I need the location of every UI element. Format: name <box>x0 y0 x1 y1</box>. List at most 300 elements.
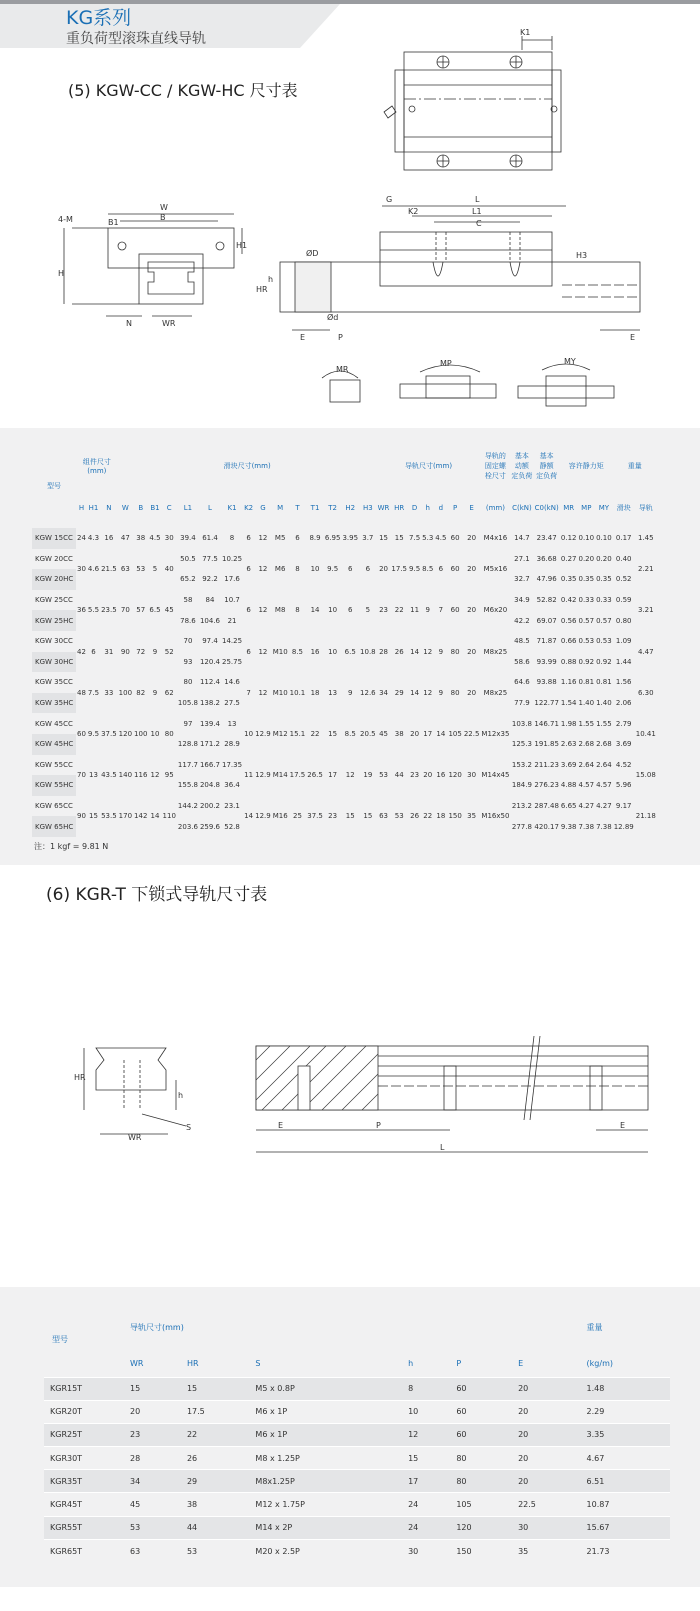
table-cell: 12 <box>400 1423 448 1446</box>
table-cell: M10 <box>272 688 288 697</box>
table-cell: 203.6 <box>177 822 198 831</box>
table-cell: 78.6 <box>180 616 196 625</box>
table-cell: 14 <box>244 812 254 821</box>
table-cell: 97.4 <box>202 637 218 646</box>
label-mp: MP <box>440 359 452 368</box>
table-cell: 8 <box>229 534 235 543</box>
table-cell: M8x25 <box>483 688 508 697</box>
table-cell: 30 <box>164 534 174 543</box>
table-cell: 20 <box>467 565 477 574</box>
table-cell: 16 <box>310 647 320 656</box>
th-moment-col: MY <box>598 504 610 512</box>
label-p: P <box>338 333 343 342</box>
table-cell: 93.99 <box>536 657 557 666</box>
table-cell: 28 <box>122 1447 179 1470</box>
table-cell: 0.27 <box>560 554 577 563</box>
table-cell: 4.5 <box>149 534 161 543</box>
model-cell: KGW 65CC <box>35 802 73 811</box>
table-cell: 4.67 <box>579 1447 670 1470</box>
table-cell: 30 <box>77 565 86 574</box>
table-cell: 6.30 <box>637 688 654 697</box>
table-cell: 200.2 <box>199 802 221 811</box>
label-e-left: E <box>300 333 306 342</box>
table-cell: 12 <box>258 688 268 697</box>
table-cell: 17.35 <box>222 760 243 769</box>
table-cell: 44 <box>394 771 404 780</box>
table-cell: 47 <box>120 534 130 543</box>
table-cell: 37.5 <box>101 729 117 738</box>
table-cell: 21.5 <box>101 565 117 574</box>
table-cell: 15 <box>89 812 98 821</box>
table-cell: 15 <box>400 1447 448 1470</box>
table-cell: 15 <box>363 812 373 821</box>
th-col: H2 <box>345 504 356 512</box>
table-cell: 3.69 <box>615 740 632 749</box>
table-cell: 22 <box>179 1423 247 1446</box>
table-cell: 15 <box>394 534 404 543</box>
table-cell: M6 x 1P <box>247 1400 400 1423</box>
th2-col: P <box>456 1359 462 1369</box>
table-cell: 1.45 <box>637 534 654 543</box>
table-cell: 4.57 <box>596 781 612 790</box>
label-wr: WR <box>162 319 176 328</box>
table-cell: 45 <box>164 606 174 615</box>
table-cell: 38 <box>136 534 146 543</box>
table-cell: 7.38 <box>578 822 595 831</box>
th-col: H1 <box>88 504 99 512</box>
table-cell: 53 <box>122 1516 179 1539</box>
table-cell: M12x35 <box>481 729 510 738</box>
th2-weight: 重量 <box>586 1322 603 1332</box>
table-cell: 12 <box>258 606 268 615</box>
table-cell: 92.2 <box>202 575 218 584</box>
table-cell: 60 <box>450 606 460 615</box>
table-cell: 9 <box>438 647 444 656</box>
table-cell: 6.65 <box>560 802 577 811</box>
table-cell: 105.8 <box>177 699 198 708</box>
table-cell: 80 <box>448 1470 510 1493</box>
table-cell: 2.21 <box>637 565 654 574</box>
label-h3: H3 <box>576 251 588 260</box>
table-cell: 0.35 <box>578 575 595 584</box>
table-cell: 20 <box>510 1470 578 1493</box>
table-cell: M14x45 <box>481 771 510 780</box>
table-cell: 52.8 <box>224 822 240 831</box>
table-cell: 4.88 <box>560 781 577 790</box>
table-cell: 9.17 <box>615 802 632 811</box>
table-cell: 10 <box>400 1400 448 1423</box>
table-cell: 15.67 <box>579 1516 670 1539</box>
table-cell: 34.9 <box>514 596 530 605</box>
table-cell: 0.33 <box>578 596 595 605</box>
table-cell: 0.56 <box>560 616 577 625</box>
table-cell: 20 <box>122 1400 179 1423</box>
table-cell: 120 <box>118 729 133 738</box>
model-cell: KGW 55CC <box>35 760 73 769</box>
table-cell: 128.8 <box>177 740 198 749</box>
table-cell: 30 <box>400 1539 448 1562</box>
table-cell: 38 <box>394 729 404 738</box>
table-cell: 6 <box>246 606 251 615</box>
th2-col: (kg/m) <box>586 1359 613 1369</box>
table-cell: 5.96 <box>615 781 632 790</box>
table-cell: 287.48 <box>534 802 559 811</box>
table-cell: 29 <box>179 1470 247 1493</box>
table-cell: 0.12 <box>560 534 577 543</box>
th-col: D <box>411 504 418 512</box>
table-cell: 34 <box>122 1470 179 1493</box>
table-cell: 63 <box>122 1539 179 1562</box>
table-cell: 36 <box>77 606 86 615</box>
table-cell: M6 x 1P <box>247 1423 400 1446</box>
table-cell: 42 <box>77 647 86 656</box>
th2-col: h <box>408 1359 414 1369</box>
table-cell: 5.5 <box>87 606 100 615</box>
label-b: B <box>160 213 166 222</box>
table-cell: 84 <box>205 596 215 605</box>
table-cell: 28.9 <box>224 740 240 749</box>
table-cell: 6 <box>348 606 353 615</box>
table-cell: 53 <box>179 1539 247 1562</box>
table-cell: 14 <box>150 812 160 821</box>
table-cell: M4x16 <box>483 534 508 543</box>
table-cell: 20 <box>410 729 420 738</box>
th-col: T <box>295 504 300 512</box>
table-cell: M10 <box>272 647 288 656</box>
table-cell: 15.08 <box>635 771 656 780</box>
table-cell: 0.88 <box>560 657 577 666</box>
table-cell: 9.38 <box>560 822 577 831</box>
table-cell: 9 <box>438 688 444 697</box>
table-cell: 20 <box>379 565 388 574</box>
table-cell: 139.4 <box>199 719 221 728</box>
table-cell: 34 <box>379 688 388 697</box>
table-cell: 10 <box>244 729 254 738</box>
table-cell: 14 <box>410 647 420 656</box>
table-cell: 30 <box>510 1516 578 1539</box>
th-col: h <box>425 504 430 512</box>
table-row <box>44 1377 670 1400</box>
table-cell: 52.82 <box>536 596 557 605</box>
table-cell: 4.5 <box>435 534 447 543</box>
table-cell: 24 <box>400 1516 448 1539</box>
label-k2: K2 <box>408 207 419 216</box>
table-cell: 23 <box>122 1423 179 1446</box>
th-col: HR <box>394 504 405 512</box>
table-cell: 27.5 <box>224 699 240 708</box>
table-cell: 184.9 <box>511 781 532 790</box>
table-cell: 0.52 <box>615 575 632 584</box>
table-cell: 170 <box>118 812 133 821</box>
th2-col: WR <box>130 1359 144 1369</box>
table-cell: 10.8 <box>360 647 376 656</box>
table-cell: 20 <box>510 1400 578 1423</box>
table-cell: M8x1.25P <box>247 1470 400 1493</box>
table-cell: 11 <box>410 606 420 615</box>
table-cell: 4.52 <box>615 760 632 769</box>
table-cell: 7.5 <box>87 688 100 697</box>
table-cell: M14 <box>272 771 288 780</box>
table-cell: 166.7 <box>199 760 221 769</box>
model-cell: KGR55T <box>44 1516 122 1539</box>
th-rail: 导轨尺寸(mm) <box>404 462 453 470</box>
table-cell: 20.5 <box>360 729 376 738</box>
table-cell: 153.2 <box>511 760 532 769</box>
table-cell: 0.33 <box>596 596 612 605</box>
table-cell: 8.5 <box>422 565 434 574</box>
th2-col: HR <box>186 1359 199 1369</box>
table-cell: 13 <box>328 688 338 697</box>
table-cell: 3.7 <box>362 534 374 543</box>
table-cell: 20 <box>467 534 477 543</box>
table-cell: 15 <box>345 812 355 821</box>
model-cell: KGR20T <box>44 1400 122 1423</box>
table-cell: 6.5 <box>344 647 356 656</box>
table-cell: 14 <box>436 729 446 738</box>
table-cell: M5x16 <box>483 565 508 574</box>
label-k1: K1 <box>520 28 531 37</box>
table-cell: 15 <box>328 729 338 738</box>
table-cell: 71.87 <box>536 637 557 646</box>
label-h-kgr: h <box>178 1091 184 1100</box>
table-cell: 105 <box>448 729 462 738</box>
table-cell: 14 <box>310 606 320 615</box>
section-6-title: (6) KGR-T 下锁式导轨尺寸表 <box>46 885 268 905</box>
table-cell: 6 <box>438 565 444 574</box>
table-cell: 12.89 <box>613 822 634 831</box>
table-cell: 1.09 <box>615 637 632 646</box>
table-cell: 23 <box>379 606 388 615</box>
brand-subtitle: 重负荷型滚珠直线导轨 <box>66 31 206 47</box>
th-stat: 基本 静额 定负荷 <box>536 452 558 480</box>
table-cell: 110 <box>162 812 176 821</box>
table-cell: 14.7 <box>514 534 530 543</box>
table-cell: 18 <box>310 688 320 697</box>
table-cell: 48.5 <box>514 637 530 646</box>
table-cell: 70 <box>77 771 86 780</box>
label-mr: MR <box>336 365 349 374</box>
table-cell: 82 <box>136 688 146 697</box>
table-cell: M5 x 0.8P <box>247 1377 400 1400</box>
th-col: T2 <box>328 504 337 512</box>
table-cell: 1.55 <box>596 719 612 728</box>
table-cell: 60 <box>448 1400 510 1423</box>
table-cell: 100 <box>118 688 133 697</box>
table-row <box>44 1470 670 1493</box>
table-cell: 10.25 <box>222 554 243 563</box>
table-cell: 33 <box>104 688 114 697</box>
table-cell: 80 <box>450 688 460 697</box>
rail-section <box>96 1048 166 1090</box>
table-cell: 10 <box>328 606 338 615</box>
kgr-dimension-table <box>44 1303 670 1563</box>
table-cell: 1.44 <box>615 657 632 666</box>
table-cell: 0.17 <box>615 534 632 543</box>
table-cell: 97 <box>183 719 193 728</box>
table-cell: 13 <box>227 719 237 728</box>
table-cell: 0.40 <box>615 554 632 563</box>
table-cell: 10 <box>310 565 320 574</box>
table-cell: 6.95 <box>324 534 341 543</box>
table-cell: 48 <box>77 688 86 697</box>
table-cell: 1.48 <box>579 1377 670 1400</box>
th-col: K2 <box>244 504 254 512</box>
table-cell: 21 <box>227 616 237 625</box>
table-cell: 0.80 <box>615 616 632 625</box>
table-cell: 3.21 <box>637 606 654 615</box>
table-cell: 60 <box>450 565 460 574</box>
table-cell: 10 <box>328 647 338 656</box>
table-cell: 2.64 <box>578 760 595 769</box>
table-cell: 63 <box>120 565 130 574</box>
th-col: L <box>208 504 212 512</box>
model-cell: KGW 20HC <box>32 569 76 590</box>
table-cell: M14 x 2P <box>247 1516 400 1539</box>
table-cell: 122.77 <box>534 699 559 708</box>
th-weight-col: 滑块 <box>616 504 631 512</box>
table-cell: 22 <box>394 606 404 615</box>
th-moment-col: MR <box>563 504 575 512</box>
table-cell: 0.35 <box>560 575 577 584</box>
model-cell: KGW 55HC <box>32 775 76 796</box>
table-cell: 3.69 <box>560 760 577 769</box>
th2-col: S <box>255 1359 261 1369</box>
model-cell: KGW 15CC <box>32 528 76 549</box>
label-wr-kgr: WR <box>128 1133 142 1142</box>
th-weight: 重量 <box>627 462 642 470</box>
table-cell: 39.4 <box>180 534 196 543</box>
table-cell: 60 <box>448 1377 510 1400</box>
table-cell: 36.68 <box>536 554 557 563</box>
table-cell: 27.1 <box>514 554 530 563</box>
th-col: M <box>277 504 284 512</box>
table-cell: 1.40 <box>596 699 612 708</box>
table-cell: 2.64 <box>596 760 612 769</box>
model-cell: KGW 45CC <box>35 719 73 728</box>
table-cell: 60 <box>77 729 86 738</box>
th2-model: 型号 <box>52 1335 68 1345</box>
unit-note: 注：1 kgf = 9.81 N <box>34 842 109 851</box>
th-assembly: 组件尺寸 (mm) <box>82 458 111 475</box>
table-cell: 35 <box>467 812 477 821</box>
table-cell: 6 <box>246 647 251 656</box>
table-cell: 6 <box>348 565 353 574</box>
table-cell: 36.4 <box>224 781 240 790</box>
model-cell: KGR30T <box>44 1447 122 1470</box>
table-cell: 11 <box>244 771 254 780</box>
table-row <box>44 1400 670 1423</box>
table-cell: 7 <box>438 606 444 615</box>
table-cell: 0.81 <box>578 678 595 687</box>
table-cell: 70 <box>183 637 193 646</box>
model-cell: KGW 20CC <box>35 554 73 563</box>
table-cell: 4.47 <box>637 647 654 656</box>
table-cell: 105 <box>448 1493 510 1516</box>
table-cell: 9.5 <box>327 565 339 574</box>
table-cell: 21.18 <box>635 812 656 821</box>
label-h-small: h <box>268 275 274 284</box>
table-cell: 70 <box>120 606 130 615</box>
table-row <box>44 1516 670 1539</box>
model-cell: KGW 35HC <box>32 693 76 714</box>
table-cell: 1.40 <box>578 699 595 708</box>
table-cell: M6 <box>274 565 286 574</box>
table-cell: 50.5 <box>180 554 196 563</box>
table-cell: 191.85 <box>534 740 559 749</box>
table-cell: 8 <box>295 606 300 615</box>
label-od-small: Ød <box>327 313 339 322</box>
table-cell: 9.5 <box>409 565 421 574</box>
table-cell: 22 <box>310 729 320 738</box>
table-cell: 1.16 <box>560 678 577 687</box>
table-cell: 47.96 <box>536 575 557 584</box>
table-cell: 140 <box>118 771 133 780</box>
table-cell: 138.2 <box>199 699 221 708</box>
table-cell: 120.4 <box>199 657 221 666</box>
th-slider: 滑块尺寸(mm) <box>223 462 271 470</box>
table-cell: 30 <box>467 771 477 780</box>
label-h1-front: H1 <box>236 241 248 250</box>
table-cell: 23.5 <box>101 606 117 615</box>
th-col: WR <box>377 504 390 512</box>
table-cell: 213.2 <box>511 802 532 811</box>
th-col: B <box>138 504 144 512</box>
table-cell: 20 <box>510 1423 578 1446</box>
table-cell: 4.3 <box>87 534 100 543</box>
table-cell: 12 <box>345 771 355 780</box>
table-cell: 8.5 <box>344 729 356 738</box>
table-row <box>44 1423 670 1446</box>
table-cell: 16 <box>104 534 114 543</box>
table-cell: 52 <box>164 647 174 656</box>
table-cell: 90 <box>77 812 86 821</box>
table-cell: 12.9 <box>255 812 271 821</box>
table-cell: 8 <box>400 1377 448 1400</box>
table-cell: 15.1 <box>289 729 306 738</box>
table-cell: 8.9 <box>309 534 321 543</box>
table-cell: 8.5 <box>291 647 304 656</box>
table-cell: 31 <box>104 647 114 656</box>
label-b1: B1 <box>108 218 119 227</box>
table-row <box>44 1493 670 1516</box>
table-cell: 12.6 <box>360 688 376 697</box>
table-cell: 80 <box>164 729 174 738</box>
table-cell: 104.6 <box>199 616 221 625</box>
model-cell: KGR45T <box>44 1493 122 1516</box>
table-cell: 80 <box>448 1447 510 1470</box>
table-cell: 1.98 <box>560 719 577 728</box>
table-cell: 17.5 <box>391 565 408 574</box>
table-cell: 61.4 <box>202 534 218 543</box>
label-e2-kgr: E <box>620 1121 626 1130</box>
table-cell: 58.6 <box>514 657 530 666</box>
table-cell: 6 <box>246 565 251 574</box>
th-col: G <box>260 504 266 512</box>
table-cell: 420.17 <box>534 822 559 831</box>
table-cell: 12 <box>423 688 433 697</box>
table-cell: 204.8 <box>199 781 221 790</box>
table-cell: 64.6 <box>514 678 530 687</box>
table-cell: 17.6 <box>224 575 240 584</box>
model-cell: KGW 35CC <box>35 678 73 687</box>
table-cell: 77.5 <box>202 554 218 563</box>
table-cell: 16 <box>436 771 446 780</box>
table-cell: 1.54 <box>560 699 577 708</box>
table-cell: 90 <box>120 647 130 656</box>
table-cell: 2.63 <box>560 740 577 749</box>
table-cell: 23 <box>328 812 338 821</box>
table-cell: 0.53 <box>578 637 595 646</box>
